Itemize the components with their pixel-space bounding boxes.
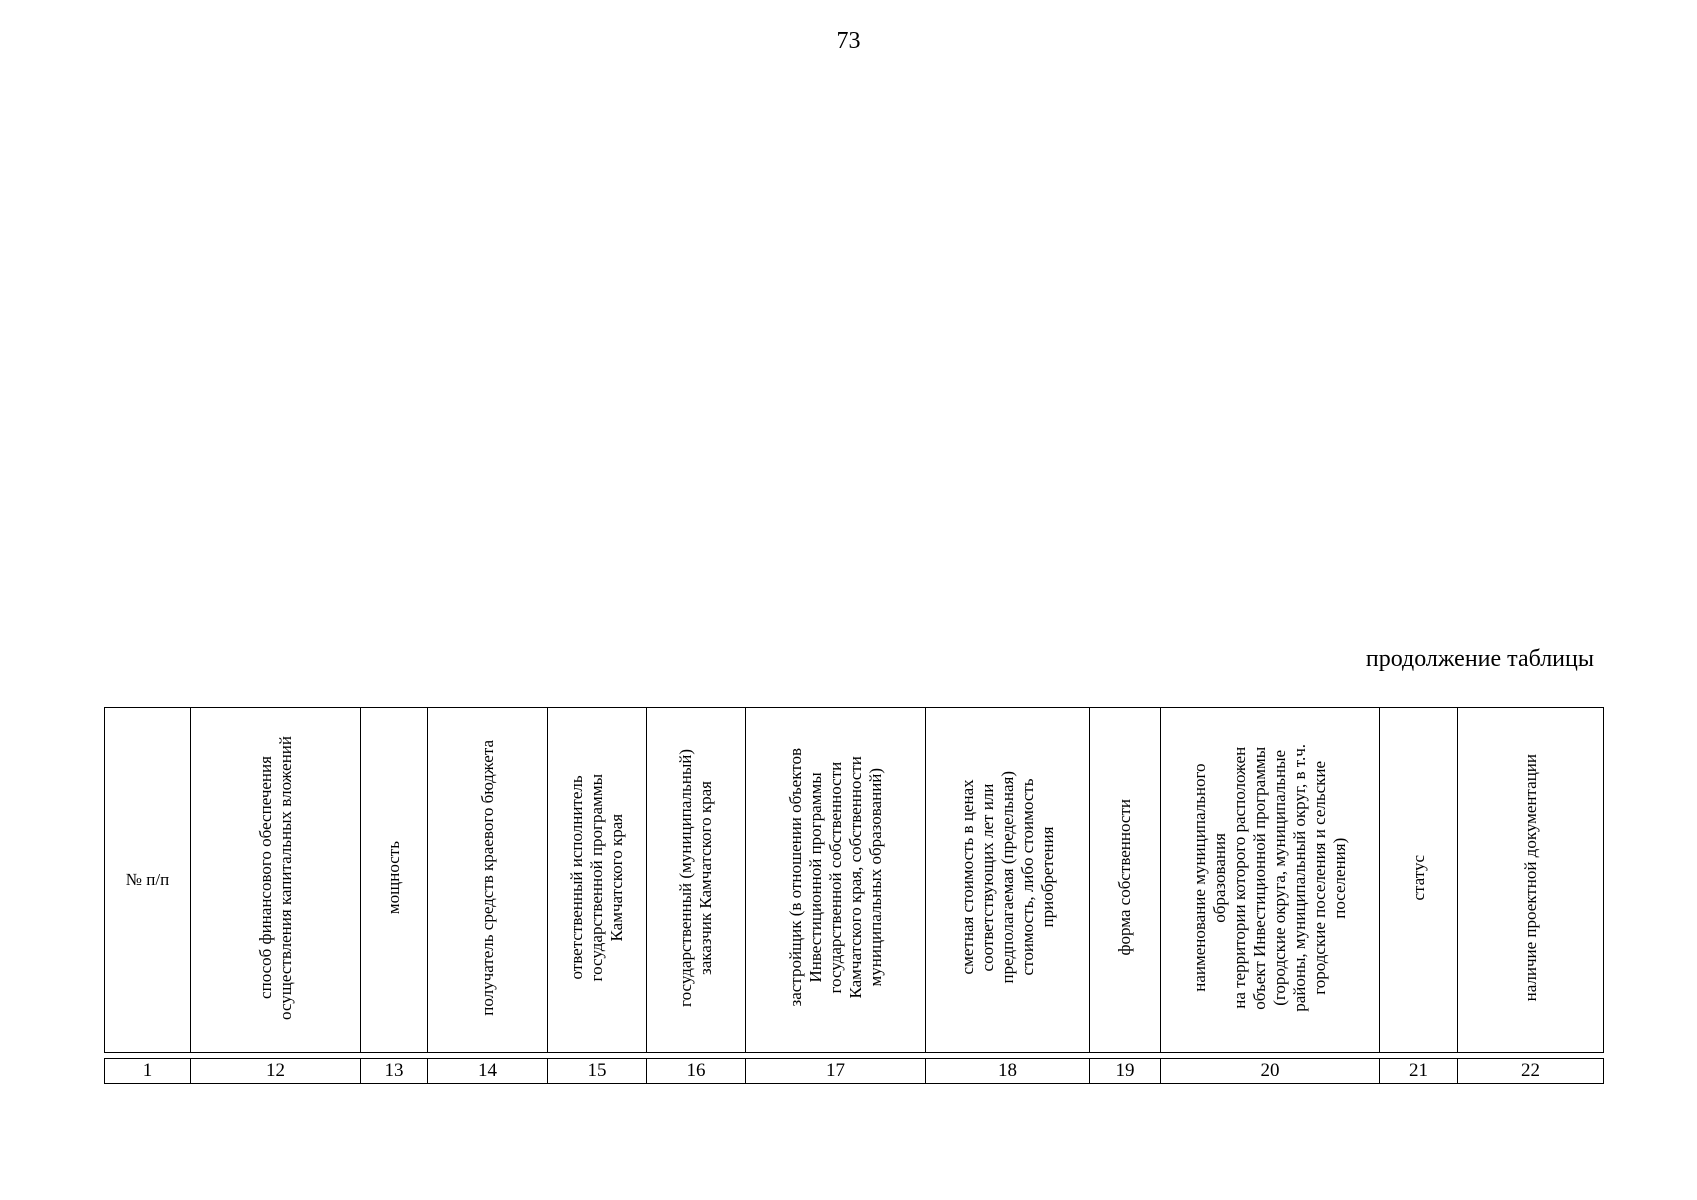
header-text-16: государственный (муниципальный) заказчик Камчатского края [676, 748, 715, 1007]
header-text-19: форма собственности [1115, 799, 1134, 956]
column-number-cell: 21 [1380, 1059, 1458, 1084]
header-cell [926, 708, 1090, 1053]
header-text-15: ответственный исполнитель государственной программы Камчатского края [567, 773, 626, 982]
header-cell [105, 708, 191, 1053]
header-text-18: сметная стоимость в ценах соответствующих лет или предполагаемая (предельная) стоимость, либо стоимость приобретения [957, 771, 1057, 984]
header-cell [1458, 708, 1604, 1053]
table-row [105, 1059, 1604, 1084]
header-text-14: получатель средств краевого бюджета [477, 739, 497, 1016]
column-number-cell: 14 [428, 1059, 548, 1084]
column-number-cell: 1 [105, 1059, 191, 1084]
column-number-cell: 20 [1161, 1059, 1380, 1084]
column-number-cell: 16 [647, 1059, 746, 1084]
header-text-20: наименование муниципального образования на территории которого расположен объект Инвестиционной программы (городские округа, муниципальные районы, муниципальный округ, в т.ч. городские поселения и сельские поселения) [1190, 743, 1349, 1012]
header-cell [428, 708, 548, 1053]
header-text-13: мощность [384, 840, 403, 915]
page-number: 73 [836, 28, 861, 54]
continuation-label: продолжение таблицы [1365, 646, 1594, 672]
header-text-17: застройщик (в отношении объектов Инвестиционной программы государственной собственности Камчатского края, собственности муниципальных образований) [785, 748, 885, 1007]
header-cell [1380, 708, 1458, 1053]
header-cell [548, 708, 647, 1053]
column-number-cell: 22 [1458, 1059, 1604, 1084]
header-row [105, 708, 1604, 1053]
header-cell [746, 708, 926, 1053]
header-text-num: № п/п [125, 870, 170, 889]
table-column-numbers [104, 1058, 1604, 1084]
header-cell [1090, 708, 1161, 1053]
column-number-cell: 13 [361, 1059, 428, 1084]
column-number-cell: 12 [191, 1059, 361, 1084]
header-text-21: статус [1408, 854, 1428, 901]
header-cell [361, 708, 428, 1053]
table-header [104, 707, 1604, 1053]
header-text-12: способ финансового обеспечения осуществления капитальных вложений [255, 735, 295, 1020]
column-number-cell: 18 [926, 1059, 1090, 1084]
header-cell [1161, 708, 1380, 1053]
header-text-22: наличие проектной документации [1520, 753, 1540, 1002]
column-number-cell: 15 [548, 1059, 647, 1084]
header-cell [647, 708, 746, 1053]
header-cell [191, 708, 361, 1053]
column-number-cell: 19 [1090, 1059, 1161, 1084]
column-number-cell: 17 [746, 1059, 926, 1084]
